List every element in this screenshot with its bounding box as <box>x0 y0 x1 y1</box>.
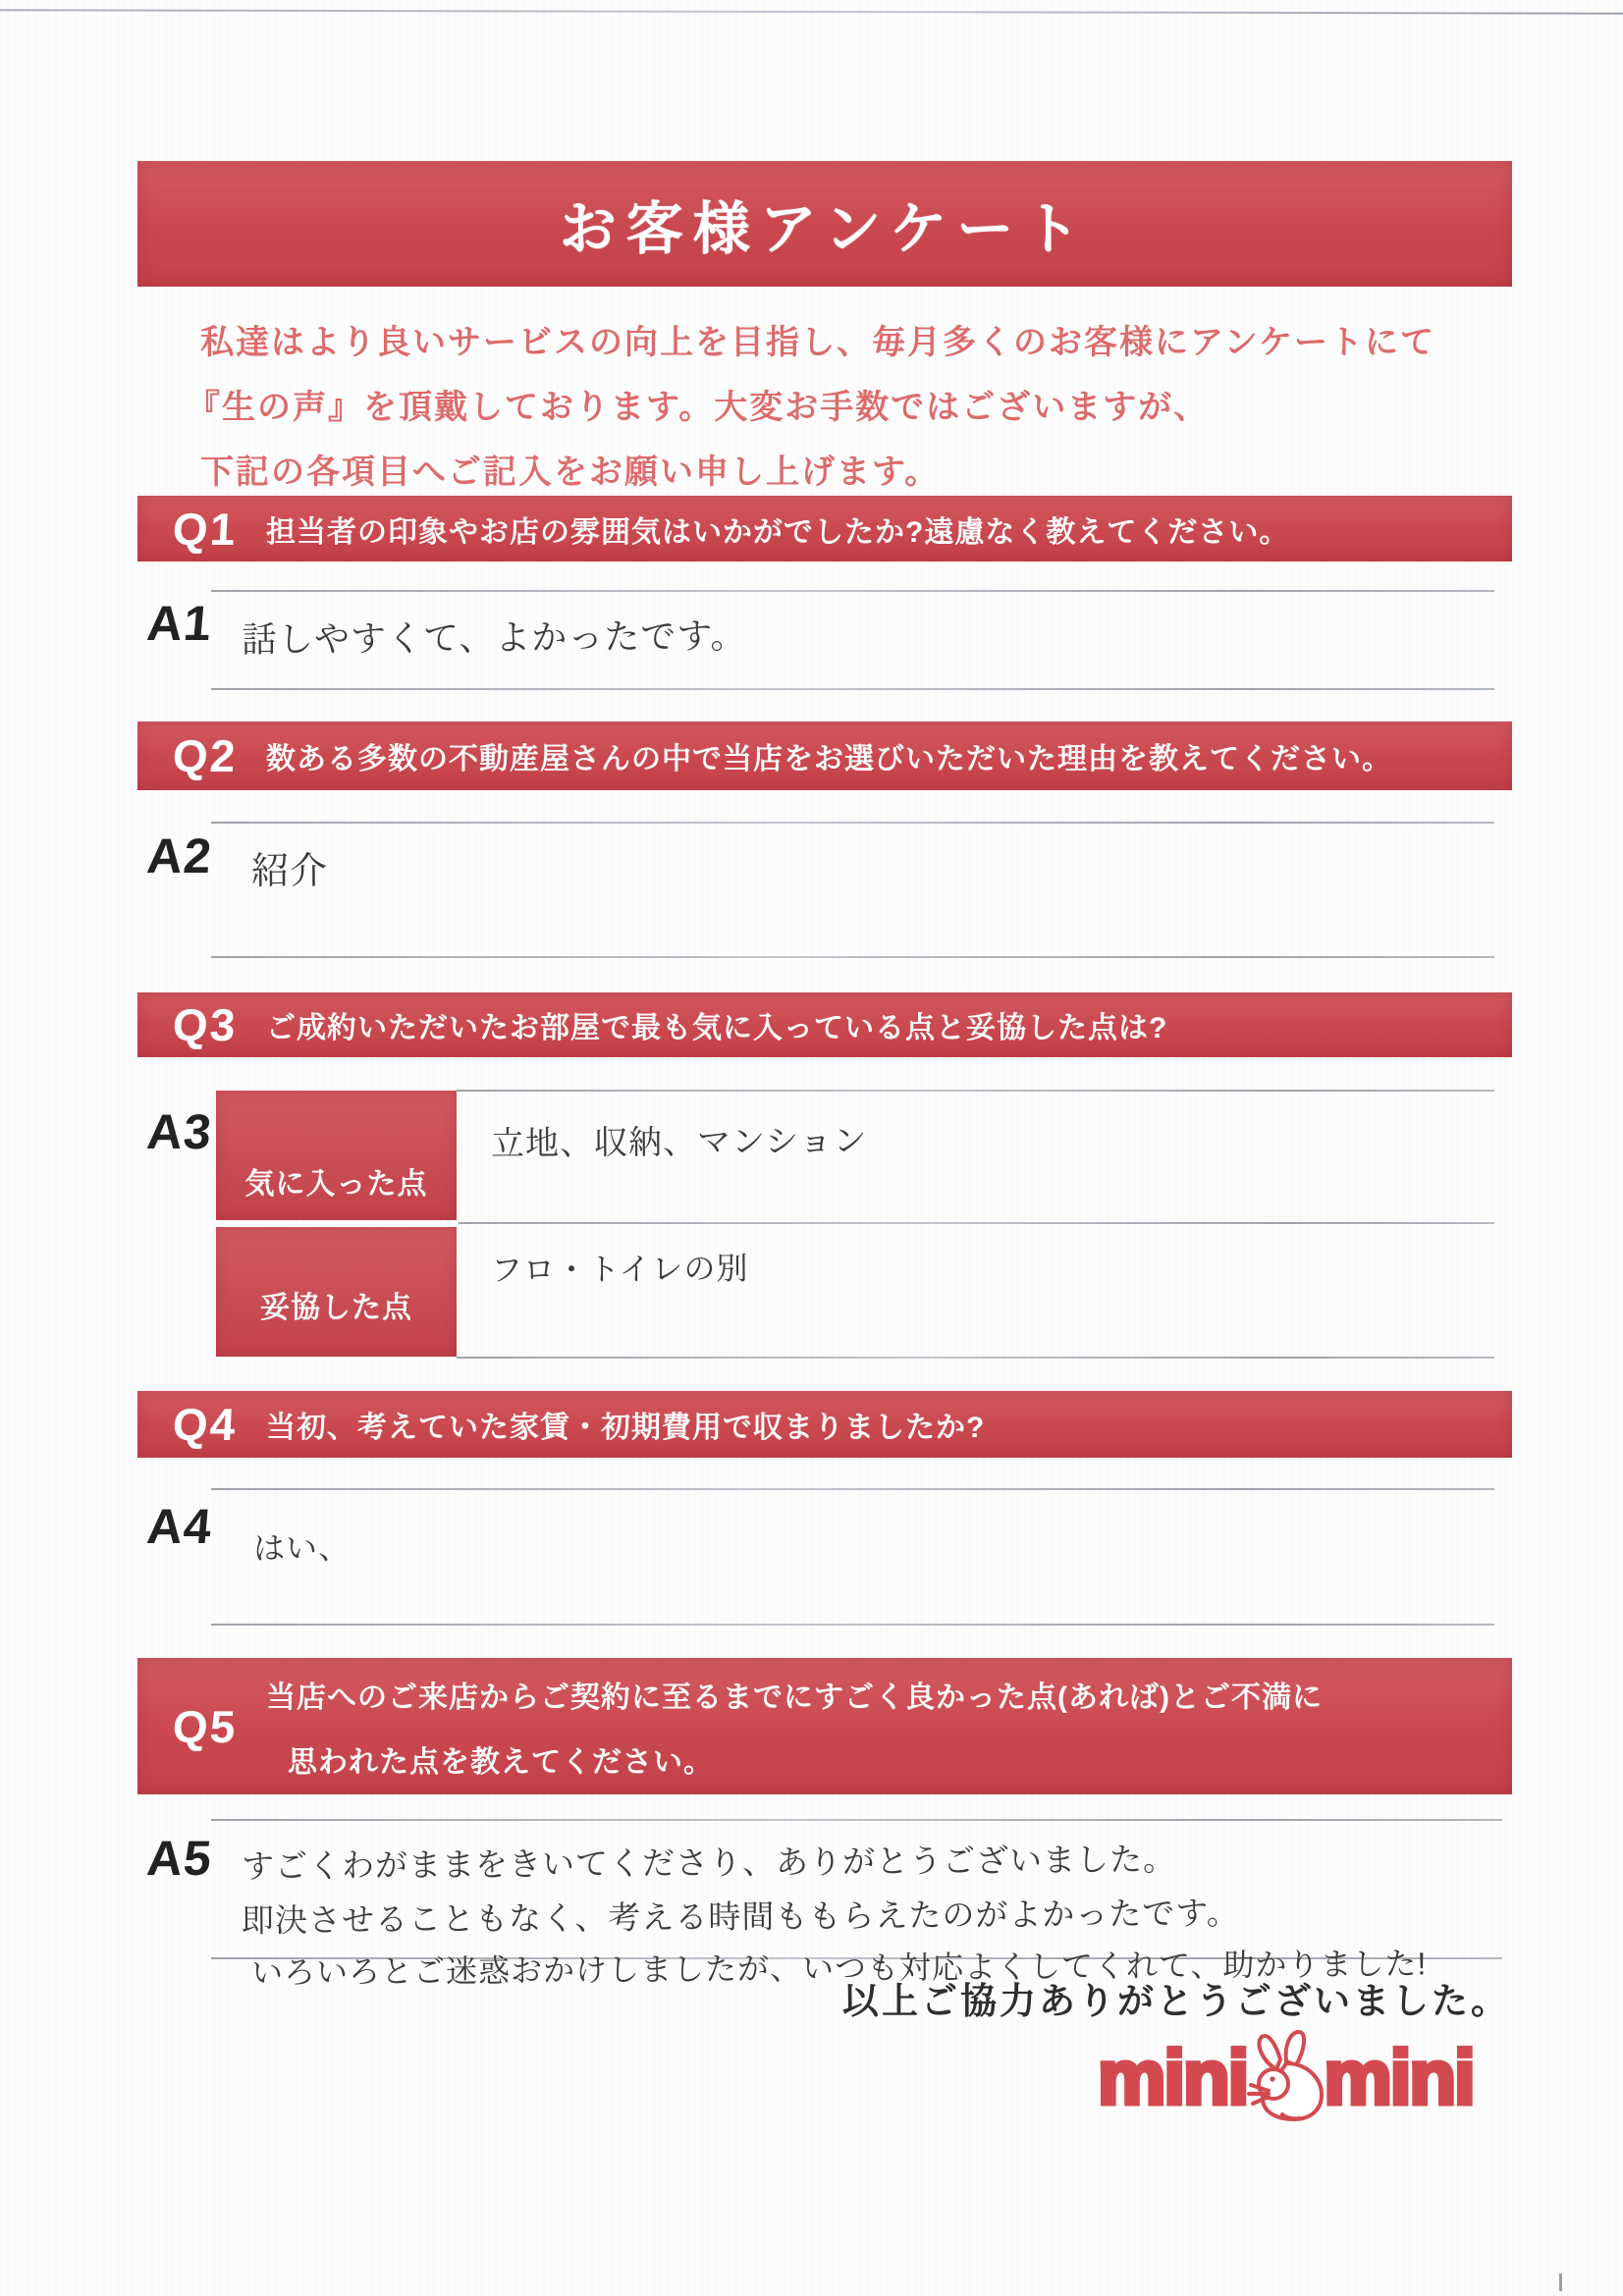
answer-rule <box>457 1090 1494 1092</box>
a5-handwritten-line-2: 即決させることもなく、考える時間ももらえたのがよかったです。 <box>241 1895 1240 1939</box>
logo-text-right: mini <box>1324 2033 1474 2120</box>
a4-label: A4 <box>144 1499 215 1554</box>
answer-rule <box>211 822 1494 824</box>
intro-line-3: 下記の各項目へご記入をお願い申し上げます。 <box>200 454 941 491</box>
a5-handwritten-line-1: すごくわがままをきいてくださり、ありがとうございました。 <box>241 1841 1177 1885</box>
question-banner-q3 <box>137 992 1512 1057</box>
intro-line-1: 私達はより良いサービスの向上を目指し、毎月多くのお客様にアンケートにて <box>200 324 1435 361</box>
q5-text-line-2: 思われた点を教えてください。 <box>288 1745 714 1779</box>
answer-rule <box>459 1222 1494 1224</box>
compromised-point-label: 妥協した点 <box>260 1292 412 1324</box>
answer-rule <box>211 1819 1502 1821</box>
a1-label: A1 <box>144 596 215 651</box>
a2-label: A2 <box>144 828 215 883</box>
logo-text-left: mini <box>1098 2033 1248 2120</box>
q1-number: Q1 <box>171 503 239 555</box>
compromised-point-label-box <box>216 1227 457 1357</box>
intro-line-2: 『生の声』を頂戴しております。大変お手数ではございますが、 <box>187 389 1210 426</box>
question-banner-q5 <box>137 1658 1512 1794</box>
q3-number: Q3 <box>171 999 239 1050</box>
question-banner-q4 <box>137 1391 1512 1458</box>
a2-handwritten-answer: 紹介 <box>250 850 329 893</box>
answer-rule <box>211 1624 1494 1626</box>
q5-text <box>266 1673 1323 1781</box>
closing-thanks-text: 以上ご協力ありがとうございました。 <box>842 1981 1510 2021</box>
title-banner <box>137 161 1512 287</box>
q2-text: 数ある多数の不動産屋さんの中で当店をお選びいただいた理由を教えてください。 <box>266 743 1392 775</box>
q1-text: 担当者の印象やお店の雰囲気はいかがでしたか?遠慮なく教えてください。 <box>266 515 1290 549</box>
q5-text-line-1: 当店へのご来店からご契約に至るまでにすごく良かった点(あれば)とご不満に <box>266 1681 1323 1714</box>
q5-number: Q5 <box>171 1700 239 1752</box>
q2-number: Q2 <box>171 730 239 781</box>
a1-handwritten-answer: 話しやすくて、よかったです。 <box>241 614 747 661</box>
page-title: お客様アンケート <box>559 197 1091 261</box>
a5-label: A5 <box>144 1831 215 1886</box>
a3-label: A3 <box>144 1104 215 1159</box>
answer-rule <box>211 1488 1494 1490</box>
a4-handwritten-answer: はい、 <box>252 1529 352 1567</box>
rabbit-mascot-icon <box>1247 2028 1324 2126</box>
answer-rule <box>211 590 1494 592</box>
minimini-logo <box>1098 2028 1474 2126</box>
q4-number: Q4 <box>171 1399 239 1450</box>
question-banner-q2 <box>137 721 1512 790</box>
compromised-point-handwritten-answer: フロ・トイレの別 <box>490 1250 749 1289</box>
liked-point-label-box <box>216 1091 457 1220</box>
intro-paragraph <box>187 310 1437 505</box>
q4-text: 当初、考えていた家賃・初期費用で収まりましたか? <box>266 1412 986 1444</box>
answer-rule <box>457 1357 1494 1359</box>
answer-rule <box>211 956 1494 958</box>
scan-artifact-top-line <box>0 9 1623 14</box>
answer-rule <box>211 688 1494 690</box>
liked-point-label: 気に入った点 <box>244 1168 428 1201</box>
a5-handwritten-line-3: いろいろとご迷惑おかけしましたが、いつも対応よくしてくれて、助かりました! <box>250 1946 1428 1991</box>
liked-point-handwritten-answer: 立地、収納、マンション <box>490 1122 868 1163</box>
q3-text: ご成約いただいたお部屋で最も気に入っている点と妥協した点は? <box>266 1012 1168 1044</box>
scan-artifact-bottom-tick <box>1559 2273 1562 2291</box>
question-banner-q1 <box>137 496 1512 561</box>
